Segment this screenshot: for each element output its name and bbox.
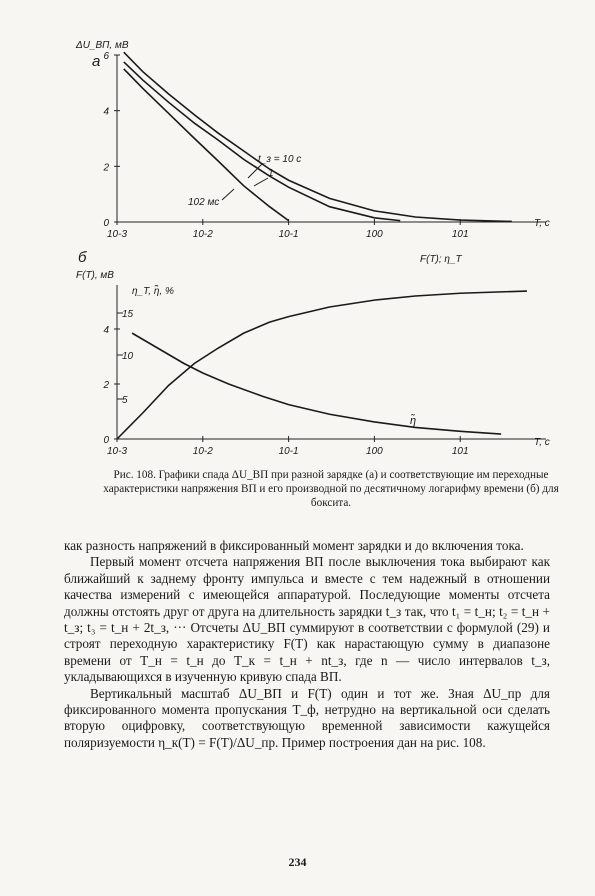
y-axis-label: F(T), мВ: [76, 270, 114, 281]
series-line-1: [124, 52, 512, 221]
annotation-tz: t_з = 10 с: [258, 154, 302, 165]
annotation-F: F(T); η_T: [420, 254, 462, 265]
figure-caption: Рис. 108. Графики спада ΔU_ВП при разной зарядке (а) и соответствующие им переходные характеристики напряжения ВП и его производной по десятичному логарифму времени (б) для боксита.: [103, 469, 559, 509]
panel-letter: б: [78, 249, 87, 266]
annotation-eta: η̃: [410, 415, 417, 427]
series-line-2: [132, 333, 501, 434]
y2-tick-label: 15: [122, 309, 134, 320]
paragraph-3: Вертикальный масштаб ΔU_ВП и F(T) один и тот же. Зная ΔU_пр для фиксированного момента пропускания T_ф, нетрудно на вертикальной оси сделать вторую оцифровку, соответствующую временной зависимости кажущейся поляризуемости η_к(T) = F(T)/ΔU_пр. Пример построения дан на рис. 108.: [64, 685, 550, 750]
annotation-leader: [222, 189, 234, 200]
panel-letter: а: [92, 53, 101, 70]
x-tick-label: 100: [366, 446, 383, 457]
x-tick-label: 10-2: [192, 446, 213, 457]
y-tick-label: 0: [103, 218, 109, 229]
annotation-1: 1: [268, 168, 274, 179]
series-line-1: [117, 291, 527, 439]
x-tick-label: 101: [451, 446, 469, 457]
y-tick-label: 2: [103, 380, 109, 391]
y-tick-label: 4: [103, 325, 109, 336]
paragraph-1: как разность напряжений в фиксированный момент зарядки и до включения тока.: [64, 538, 524, 553]
y2-tick-label: 10: [122, 351, 134, 362]
body-text: [64, 538, 550, 751]
x-axis-label: T, c: [534, 437, 550, 448]
x-tick-label: 10-3: [106, 446, 128, 457]
x-tick-label: 101: [451, 229, 469, 240]
annotation-leader: [254, 178, 268, 186]
page-number: 234: [288, 855, 307, 869]
x-tick-label: 100: [366, 229, 383, 240]
x-tick-label: 10-1: [278, 446, 299, 457]
y-tick-label: 2: [103, 162, 109, 174]
y2-axis-label: η_T, η̃, %: [132, 286, 174, 297]
series-line-2: [124, 62, 400, 221]
y-axis-label: ΔU_ВП, мВ: [76, 40, 129, 51]
y-tick-label: 0: [103, 435, 109, 446]
x-tick-label: 10-2: [192, 229, 213, 240]
x-tick-label: 10-3: [106, 229, 128, 240]
y-tick-label: 4: [103, 106, 109, 118]
paragraph-2: Первый момент отсчета напряжения ВП после выключения тока выбирают как ближайший к заднему фронту импульса и вместе с тем надежный в отношении качества измерений с имеющейся аппаратурой. Последующие моменты отсчета должны отстоять друг от друга на длительность зарядки t_з так, что t₁ = t_н; t₂ = t_н + t_з; t₃ = t_н + 2t_з, ··· Отсчеты ΔU_ВП суммируют в соответствии с формулой (29) и строят переходную характеристику F(T) как нарастающую сумму в диапазоне времени от T_н = t_н до T_к = t_н + nt_з, где n — число интервалов t_з, укладывающихся в изученную кривую спада ВП.: [64, 554, 550, 685]
y2-tick-label: 5: [122, 395, 128, 406]
x-tick-label: 10-1: [278, 229, 299, 240]
annotation-102ms: 102 мс: [188, 197, 220, 208]
y-tick-label: 6: [103, 51, 109, 62]
x-axis-label: T, c: [534, 218, 550, 229]
